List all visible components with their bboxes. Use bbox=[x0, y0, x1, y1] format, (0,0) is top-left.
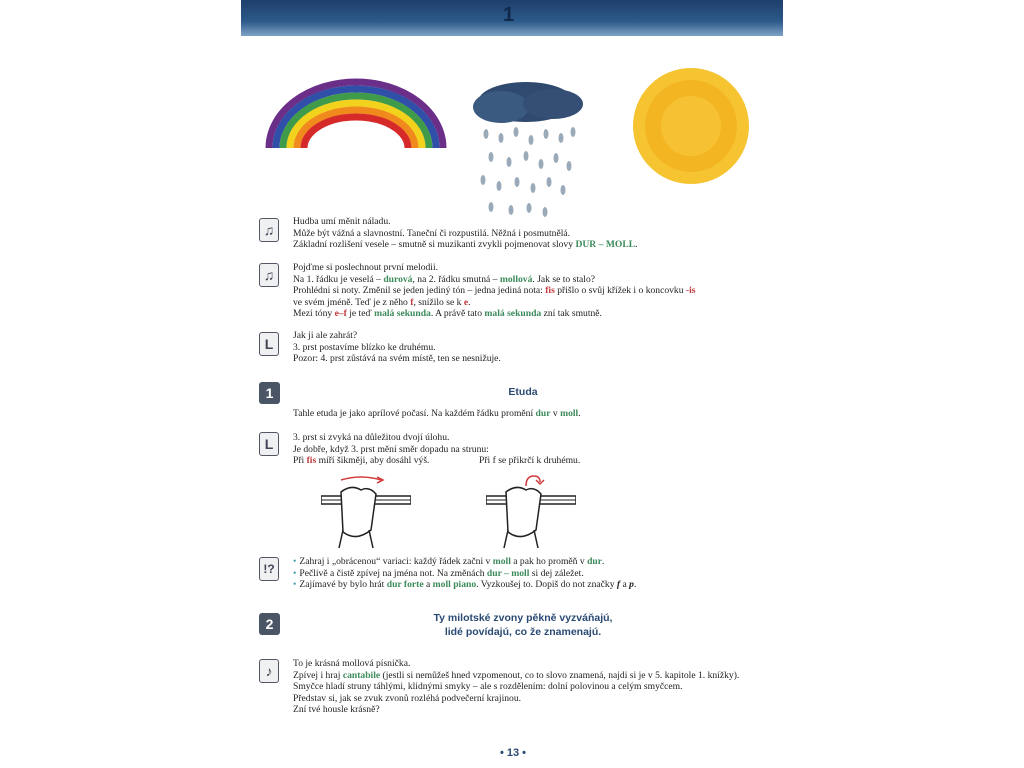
task-icon: !? bbox=[259, 557, 279, 581]
list-item: • Zahraj i „obrácenou“ variaci: každý řádek začni v moll a pak ho proměň v dur. bbox=[293, 556, 605, 567]
tasks-list bbox=[293, 556, 636, 591]
left-hand-icon: L bbox=[259, 432, 279, 456]
exercise-number-2: 2 bbox=[259, 613, 280, 635]
left-hand-icon: L bbox=[259, 332, 279, 356]
intro-text: Hudba umí měnit náladu. Může být vážná a slavnostní. Taneční či rozpustilá. Něžná i posmutnělá. Základní rozlišení vesele – smutně si muzikanti zvykli pojmenovat slovy DUR – MOLL. bbox=[293, 216, 638, 251]
etuda-title: Etuda bbox=[508, 386, 538, 398]
chapter-number: 1 bbox=[503, 4, 515, 26]
hand-illustration-f bbox=[486, 470, 576, 550]
sun-illustration bbox=[629, 64, 754, 189]
chapter-banner bbox=[241, 0, 783, 36]
page bbox=[241, 0, 783, 768]
finger-text: 3. prst si zvyká na důležitou dvojí úlohu. Je dobře, když 3. prst mění směr dopadu na strunu: Při fis míří šikměji, aby dosáhl výš. Při f se přikrčí k druhému. bbox=[293, 432, 581, 467]
exercise-number-1: 1 bbox=[259, 382, 280, 404]
melody-text: Pojďme si poslechnout první melodii. Na 1. řádku je veselá – durová, na 2. řádku smutná – mollová. Jak se to stalo? Prohlédni si noty. Změnil se jeden jediný tón – jedna jediná nota: fis přišlo o svůj křížek i o koncovku -is ve svém jméně. Teď je z něho f, snížilo se k e. Mezi tóny e–f je teď malá sekunda. A právě tato malá sekunda zní tak smutně. bbox=[293, 262, 696, 320]
play-text: Jak ji ale zahrát? 3. prst postavíme blízko ke druhému. Pozor: 4. prst zůstává na svém místě, ten se nesnižuje. bbox=[293, 330, 501, 365]
list-item: • Pečlivě a čistě zpívej na jména not. Na změnách dur – moll si dej záležet. bbox=[293, 567, 584, 579]
song-title: Ty milotské zvony pěkně vyzváňajú, lidé povídajú, co že znamenajú. bbox=[433, 612, 613, 638]
rain-cloud-illustration bbox=[471, 72, 591, 222]
page-number: • 13 • bbox=[499, 747, 527, 759]
list-item: • Zajímavé by bylo hrát dur forte a moll piano. Vyzkoušej to. Dopiš do not značky f a p. bbox=[293, 579, 637, 591]
bird-icon: ♪ bbox=[259, 659, 279, 683]
song-text: To je krásná mollová písnička. Zpívej i hraj cantabile (jestli si nemůžeš hned vzpomenout, co to slovo znamená, najdi si je v 5. kapitole 1. knížky). Smyčce hladí struny táhlými, klidnými smyky – ale s rozdělením: dolní polovinou a celým smyčcem. Představ si, jak se zvuk zvonů rozléhá podvečerní krajinou. Zní tvé housle krásně? bbox=[293, 658, 740, 716]
hand-illustration-fis bbox=[321, 470, 411, 550]
listen-icon: ♫ bbox=[259, 218, 279, 242]
listen-icon: ♫ bbox=[259, 263, 279, 287]
etuda-text: Tahle etuda je jako aprílové počasí. Na každém řádku promění dur v moll. bbox=[293, 408, 581, 419]
rainbow-illustration bbox=[261, 78, 451, 158]
